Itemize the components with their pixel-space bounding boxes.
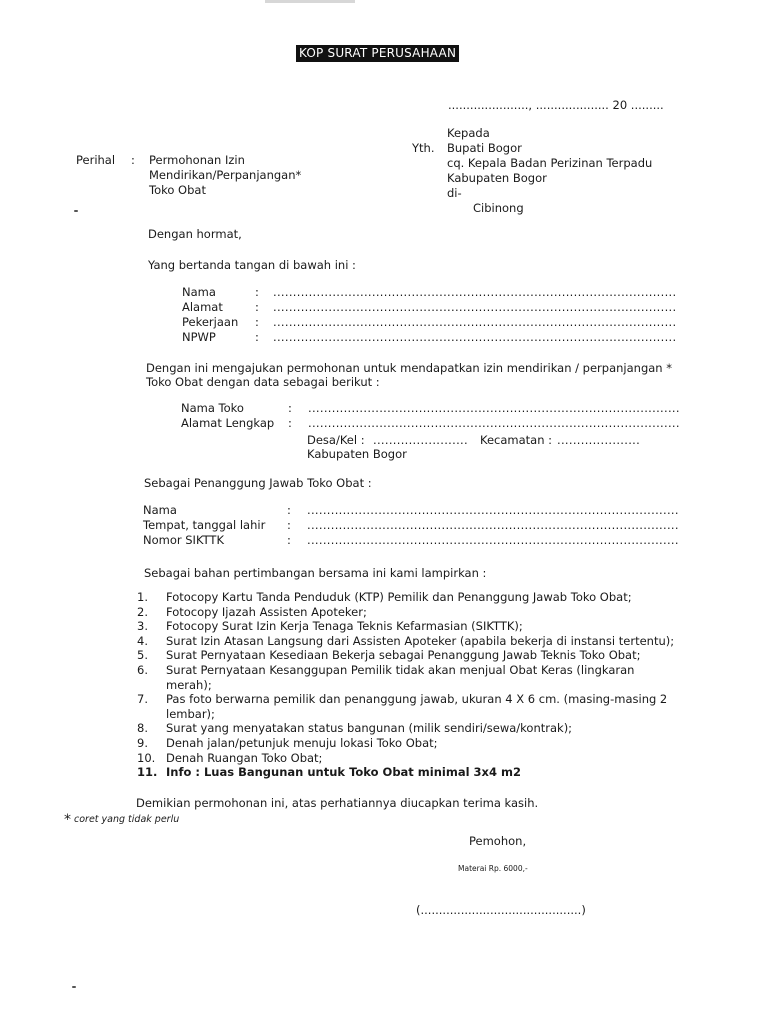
field-colon: : (287, 533, 291, 547)
perihal-line: Mendirikan/Perpanjangan* (149, 168, 302, 182)
applicant-row (182, 330, 676, 345)
field-colon: : (288, 416, 292, 430)
list-item-number: 1. (137, 590, 148, 604)
list-item-text: Surat yang menyatakan status bangunan (milik sendiri/sewa/kontrak); (166, 721, 573, 736)
list-item-text: Surat Pernyataan Kesediaan Bekerja sebagai Penanggung Jawab Teknis Toko Obat; (166, 648, 641, 663)
field-label: Pekerjaan (182, 315, 239, 329)
letterhead-placeholder: KOP SURAT PERUSAHAAN (296, 45, 459, 62)
list-item-number: 2. (137, 604, 148, 619)
list-item-text: Pas foto berwarna pemilik dan penanggung jawab, ukuran 4 X 6 cm. (masing-masing 2 lembar); (166, 692, 668, 721)
field-fill-line[interactable]: .............................................................................................. (307, 533, 679, 547)
date-line: ......................, .................... 20 ......... (448, 98, 664, 112)
list-item-text: Surat Pernyataan Kesanggupan Pemilik tidak akan menjual Obat Keras (lingkaran merah); (166, 662, 635, 692)
perihal-label: Perihal (76, 153, 116, 167)
field-colon: : (255, 315, 259, 329)
list-item (137, 648, 677, 663)
list-item-text: Fotocopy Kartu Tanda Penduduk (KTP) Pemilik dan Penanggung Jawab Toko Obat; (166, 590, 632, 604)
desa-label: Desa/Kel : (307, 433, 365, 447)
perihal-colon: : (131, 153, 135, 167)
footnote-text: coret yang tidak perlu (74, 814, 180, 825)
field-label: Nomor SIKTTK (143, 533, 224, 547)
store-name-label: Nama Toko (181, 401, 244, 415)
field-colon: : (255, 285, 259, 299)
footnote (64, 812, 179, 830)
applicant-row (182, 300, 676, 315)
list-item-text: Denah Ruangan Toko Obat; (166, 750, 323, 765)
pj-heading: Sebagai Penanggung Jawab Toko Obat : (144, 476, 372, 490)
field-label: Nama (143, 503, 177, 517)
list-item-number: 3. (137, 619, 148, 634)
list-item-number: 7. (137, 692, 148, 707)
list-item (137, 605, 677, 620)
list-item-number: 9. (137, 735, 148, 750)
field-colon: : (288, 401, 292, 415)
list-item-text: Surat Izin Atasan Langsung dari Assisten Apoteker (apabila bekerja di instansi tertentu); (166, 633, 675, 648)
field-colon: : (287, 518, 291, 532)
recipient-line: Kepada (447, 126, 490, 140)
list-item-text: Fotocopy Ijazah Assisten Apoteker; (166, 604, 367, 619)
scan-artifact (265, 0, 355, 3)
perihal-line: Permohonan Izin (149, 153, 245, 167)
applicant-fields (182, 285, 676, 345)
recipient-line: di- (447, 186, 462, 200)
field-fill-line[interactable]: ...................................................................................................... (273, 330, 677, 344)
pj-row (143, 518, 679, 533)
field-label: Nama (182, 285, 216, 299)
signature-line[interactable]: (............................................) (416, 903, 586, 917)
list-item-text: Fotocopy Surat Izin Kerja Tenaga Teknis Kefarmasian (SIKTTK); (166, 619, 523, 634)
field-fill-line[interactable]: .............................................................................................. (307, 518, 679, 532)
applicant-row (182, 285, 676, 300)
store-address-fill-line[interactable]: .............................................................................................. (308, 416, 680, 430)
list-item (137, 736, 677, 751)
attachments-list (137, 590, 677, 780)
field-label: NPWP (182, 330, 216, 344)
list-item (137, 634, 677, 649)
scan-speck (74, 210, 78, 212)
field-colon: : (255, 330, 259, 344)
applicant-row (182, 315, 676, 330)
greeting: Dengan hormat, (148, 227, 242, 241)
field-colon: : (255, 300, 259, 314)
list-item-info (137, 765, 677, 780)
recipient-line: cq. Kepala Badan Perizinan Terpadu (447, 156, 653, 170)
perihal-subject (149, 153, 301, 198)
closing-text: Demikian permohonan ini, atas perhatiannya diucapkan terima kasih. (136, 796, 539, 810)
pj-row (143, 533, 679, 548)
pj-fields (143, 503, 679, 548)
field-colon: : (287, 503, 291, 517)
list-item-number: 8. (137, 721, 148, 736)
list-item-number: 4. (137, 633, 148, 648)
field-fill-line[interactable]: .............................................................................................. (307, 503, 679, 517)
field-fill-line[interactable]: ...................................................................................................... (273, 285, 677, 299)
list-item (137, 692, 677, 721)
asterisk-icon: * (64, 812, 71, 828)
list-item-number: 6. (137, 662, 148, 677)
list-item-number: 5. (137, 648, 148, 663)
stamp-duty-note: Materai Rp. 6000,- (458, 864, 528, 873)
perihal-line: Toko Obat (149, 183, 206, 197)
pj-row (143, 503, 679, 518)
recipient-line: Bupati Bogor (447, 141, 522, 155)
request-paragraph: Dengan ini mengajukan permohonan untuk mendapatkan izin mendirikan / perpanjangan * Toko Obat dengan data sebagai berikut : (146, 361, 672, 389)
list-item (137, 721, 677, 736)
field-label: Alamat (182, 300, 223, 314)
kabupaten-text: Kabupaten Bogor (307, 447, 407, 461)
list-item (137, 590, 677, 605)
list-item (137, 751, 677, 766)
list-item (137, 663, 677, 692)
kecamatan-fill-line[interactable]: ..................... (557, 433, 641, 447)
yth-label: Yth. (412, 141, 435, 155)
scan-speck (72, 986, 76, 988)
applicant-signoff: Pemohon, (469, 834, 527, 848)
store-name-fill-line[interactable]: .............................................................................................. (308, 401, 680, 415)
recipient-block (447, 126, 652, 216)
recipient-line: Kabupaten Bogor (447, 171, 547, 185)
desa-fill-line[interactable]: ........................ (373, 433, 468, 447)
field-fill-line[interactable]: ...................................................................................................... (273, 300, 677, 314)
list-item-number: 10. (137, 750, 156, 765)
field-fill-line[interactable]: ...................................................................................................... (273, 315, 677, 329)
attachments-heading: Sebagai bahan pertimbangan bersama ini kami lampirkan : (144, 566, 487, 580)
field-label: Tempat, tanggal lahir (143, 518, 266, 532)
kecamatan-label: Kecamatan : (480, 433, 553, 447)
list-item-number: 11. (137, 765, 158, 780)
recipient-city: Cibinong (473, 201, 524, 215)
list-item-text: Info : Luas Bangunan untuk Toko Obat minimal 3x4 m2 (166, 765, 521, 780)
intro-text: Yang bertanda tangan di bawah ini : (148, 258, 356, 272)
store-address-label: Alamat Lengkap (181, 416, 275, 430)
list-item-text: Denah jalan/petunjuk menuju lokasi Toko Obat; (166, 735, 438, 750)
list-item (137, 619, 677, 634)
